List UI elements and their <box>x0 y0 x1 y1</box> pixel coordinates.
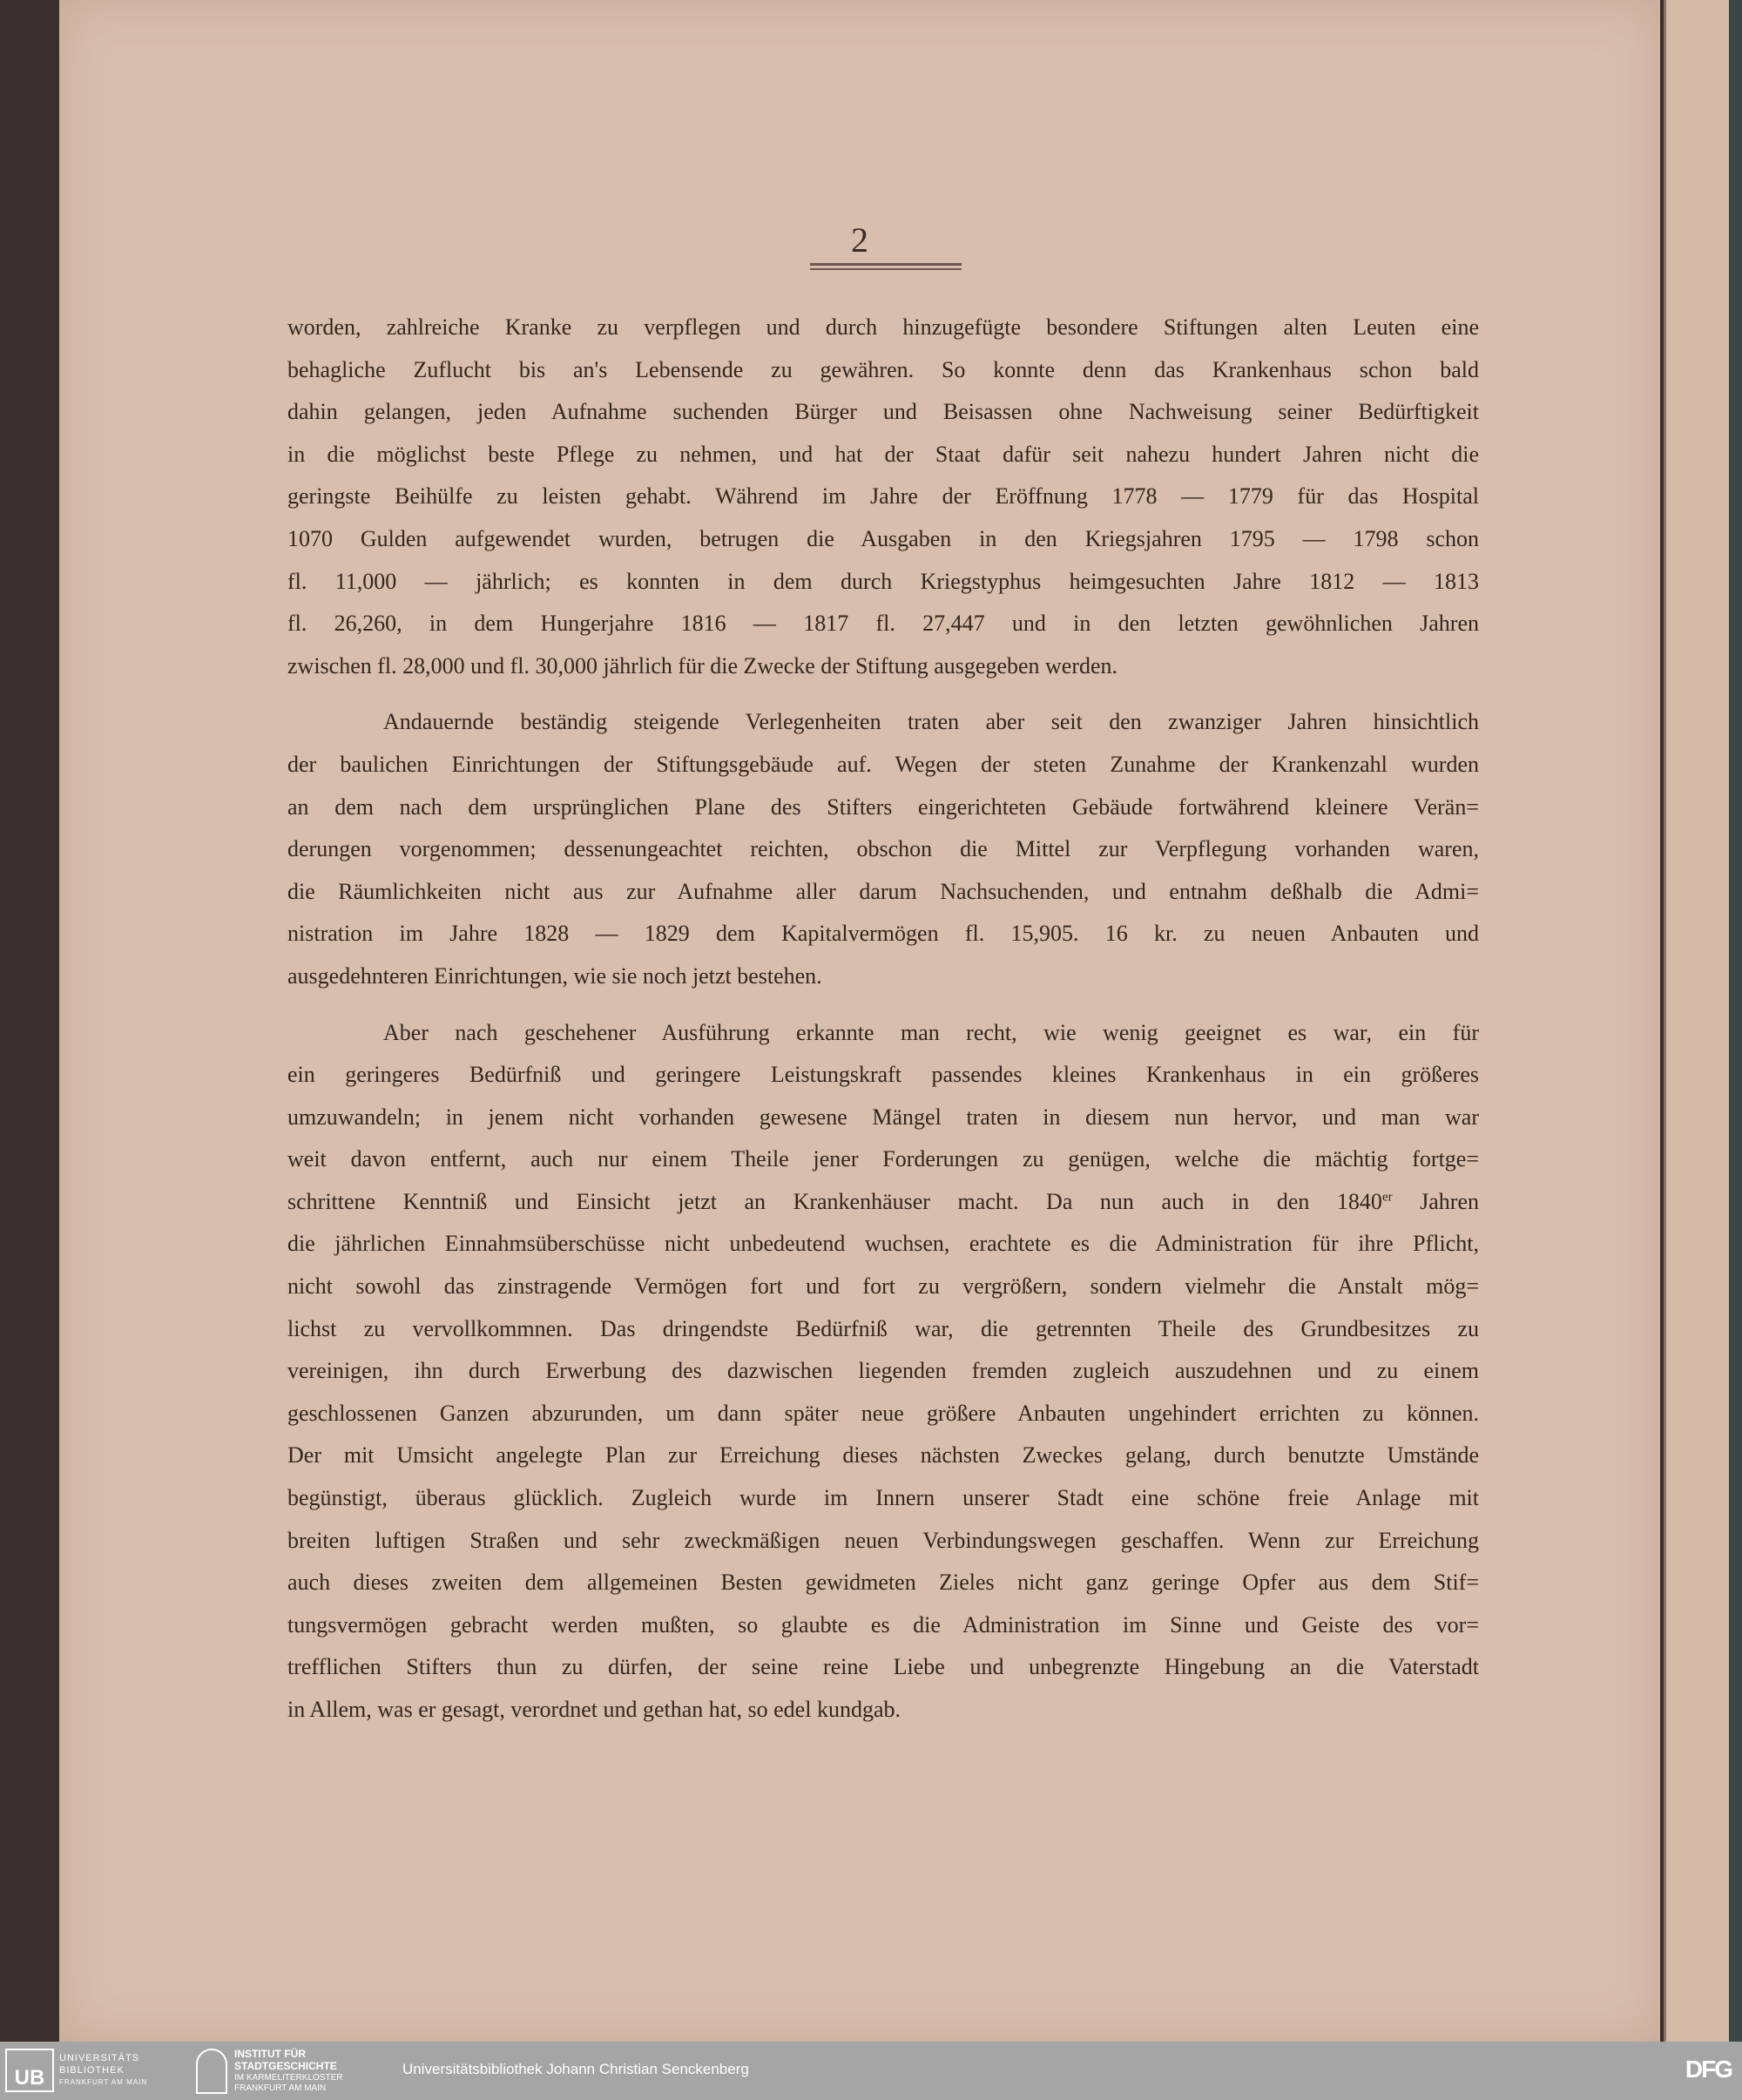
text-line: geringste Beihülfe zu leisten gehabt. Während im Jahre der Eröffnung 1778 — 1779 für das Hospital <box>287 483 1479 510</box>
document-page <box>59 0 1660 2042</box>
text-line: Aber nach geschehener Ausführung erkannte man recht, wie wenig geeignet es war, ein für <box>383 1019 1479 1045</box>
page-number-rule <box>810 263 962 266</box>
isg-logo[interactable] <box>196 2049 342 2094</box>
text-line: geschlossenen Ganzen abzurunden, um dann später neue größere Anbauten ungehindert errichten zu können. <box>287 1400 1479 1426</box>
text-fragment: Jahren <box>1392 1188 1479 1214</box>
text-line: fl. 26,260, in dem Hungerjahre 1816 — 1817 fl. 27,447 und in den letzten gewöhnlichen Jahren <box>287 611 1479 637</box>
paragraph <box>287 1012 1479 1732</box>
text-line: nistration im Jahre 1828 — 1829 dem Kapitalvermögen fl. 15,905. 16 kr. zu neuen Anbauten und <box>287 921 1479 947</box>
text-line: derungen vorgenommen; dessenungeachtet reichten, obschon die Mittel zur Verpflegung vorhanden waren, <box>287 836 1479 862</box>
text-line: 1070 Gulden aufgewendet wurden, betrugen die Ausgaben in den Kriegsjahren 1795 — 1798 schon <box>287 525 1479 551</box>
text-line: in die möglichst beste Pflege zu nehmen, und hat der Staat dafür seit nahezu hundert Jahren nicht die <box>287 441 1479 467</box>
ub-logo-mark: UB <box>5 2049 54 2092</box>
text-line: nicht sowohl das zinstragende Vermögen fort und fort zu vergrößern, sondern vielmehr die Anstalt mög= <box>287 1273 1479 1300</box>
book-spine-edge <box>1729 0 1742 2042</box>
text-line: vereinigen, ihn durch Erwerbung des dazwischen liegenden fremden zugleich auszudehnen und zu einem <box>287 1358 1479 1384</box>
text-line: fl. 11,000 — jährlich; es konnten in dem durch Kriegstyphus heimgesuchten Jahre 1812 — 1813 <box>287 568 1479 594</box>
ub-logo[interactable] <box>5 2049 147 2092</box>
text-line: tungsvermögen gebracht werden mußten, so glaubte es die Administration im Sinne und Geiste des vor= <box>287 1611 1479 1637</box>
text-line: Der mit Umsicht angelegte Plan zur Erreichung dieses nächsten Zweckes gelang, durch benutzte Umstände <box>287 1442 1479 1469</box>
text-line: zwischen fl. 28,000 und fl. 30,000 jährlich für die Zwecke der Stiftung ausgegeben werden. <box>287 652 1118 679</box>
text-fragment: schrittene Kenntniß und Einsicht jetzt an Krankenhäuser macht. Da nun auch in den 1840 <box>287 1188 1382 1214</box>
text-line: ausgedehnteren Einrichtungen, wie sie noch jetzt bestehen. <box>287 962 822 989</box>
text-line: die jährlichen Einnahmsüberschüsse nicht unbedeutend wuchsen, erachtete es die Administration für ihre Pflicht, <box>287 1231 1479 1257</box>
text-line: behagliche Zuflucht bis an's Lebensende zu gewähren. So konnte denn das Krankenhaus schon bald <box>287 356 1479 382</box>
text-line: weit davon entfernt, auch nur einem Theile jener Forderungen zu genügen, welche die mächtig fortge= <box>287 1146 1479 1172</box>
text-line: ein geringeres Bedürfniß und geringere Leistungskraft passendes kleines Krankenhaus in ein größeres <box>287 1062 1479 1088</box>
text-line: begünstigt, überaus glücklich. Zugleich wurde im Innern unserer Stadt eine schöne freie Anlage mit <box>287 1485 1479 1511</box>
footer-bar <box>0 2042 1742 2100</box>
text-line: Andauernde beständig steigende Verlegenheiten traten aber seit den zwanziger Jahren hinsichtlich <box>383 709 1479 735</box>
text-line: der baulichen Einrichtungen der Stiftungsgebäude auf. Wegen der steten Zunahme der Krankenzahl wurden <box>287 751 1479 777</box>
text-line: in Allem, was er gesagt, verordnet und gethan hat, so edel kundgab. <box>287 1697 901 1722</box>
text-line: umzuwandeln; in jenem nicht vorhanden gewesene Mängel traten in diesem nun hervor, und man war <box>287 1104 1479 1130</box>
body-text <box>287 307 1479 1745</box>
next-page-edge <box>1664 0 1732 2042</box>
isg-logo-mark <box>196 2049 227 2094</box>
isg-logo-line: INSTITUT FÜR <box>234 2048 306 2060</box>
page-number-rule-lower <box>810 268 962 270</box>
paragraph <box>287 307 1479 687</box>
text-fragment: er <box>1381 1190 1393 1205</box>
text-line: dahin gelangen, jeden Aufnahme suchenden Bürger und Beisassen ohne Nachweisung seiner Bedürftigkeit <box>287 399 1479 425</box>
page-number: 2 <box>851 220 868 260</box>
paragraph <box>287 701 1479 997</box>
ub-logo-line: FRANKFURT AM MAIN <box>59 2078 148 2086</box>
text-line: trefflichen Stifters thun zu dürfen, der seine reine Liebe und unbegrenzte Hingebung an die Vaterstadt <box>287 1654 1479 1680</box>
dfg-logo[interactable]: DFG <box>1685 2056 1732 2083</box>
library-name: Universitätsbibliothek Johann Christian Senckenberg <box>402 2061 749 2077</box>
text-line: an dem nach dem ursprünglichen Plane des Stifters eingerichteten Gebäude fortwährend kleinere Verän= <box>287 793 1479 820</box>
ub-logo-line: BIBLIOTHEK <box>59 2065 125 2076</box>
text-line: lichst zu vervollkommnen. Das dringendste Bedürfniß war, die getrennten Theile des Grundbesitzes zu <box>287 1315 1479 1341</box>
text-line: breiten luftigen Straßen und sehr zweckmäßigen neuen Verbindungswegen geschaffen. Wenn zur Erreichung <box>287 1527 1479 1553</box>
text-line: auch dieses zweiten dem allgemeinen Besten gewidmeten Zieles nicht ganz geringe Opfer aus dem Stif= <box>287 1570 1479 1596</box>
isg-logo-line: IM KARMELITERKLOSTER <box>234 2073 343 2083</box>
text-line <box>287 1181 1479 1224</box>
text-line: die Räumlichkeiten nicht aus zur Aufnahme aller darum Nachsuchenden, und entnahm deßhalb die Admi= <box>287 878 1479 904</box>
isg-logo-line: STADTGESCHICHTE <box>234 2060 337 2072</box>
text-line: worden, zahlreiche Kranke zu verpflegen und durch hinzugefügte besondere Stiftungen alten Leuten eine <box>287 314 1479 340</box>
ub-logo-line: UNIVERSITÄTS <box>59 2053 140 2063</box>
isg-logo-line: FRANKFURT AM MAIN <box>234 2083 327 2093</box>
